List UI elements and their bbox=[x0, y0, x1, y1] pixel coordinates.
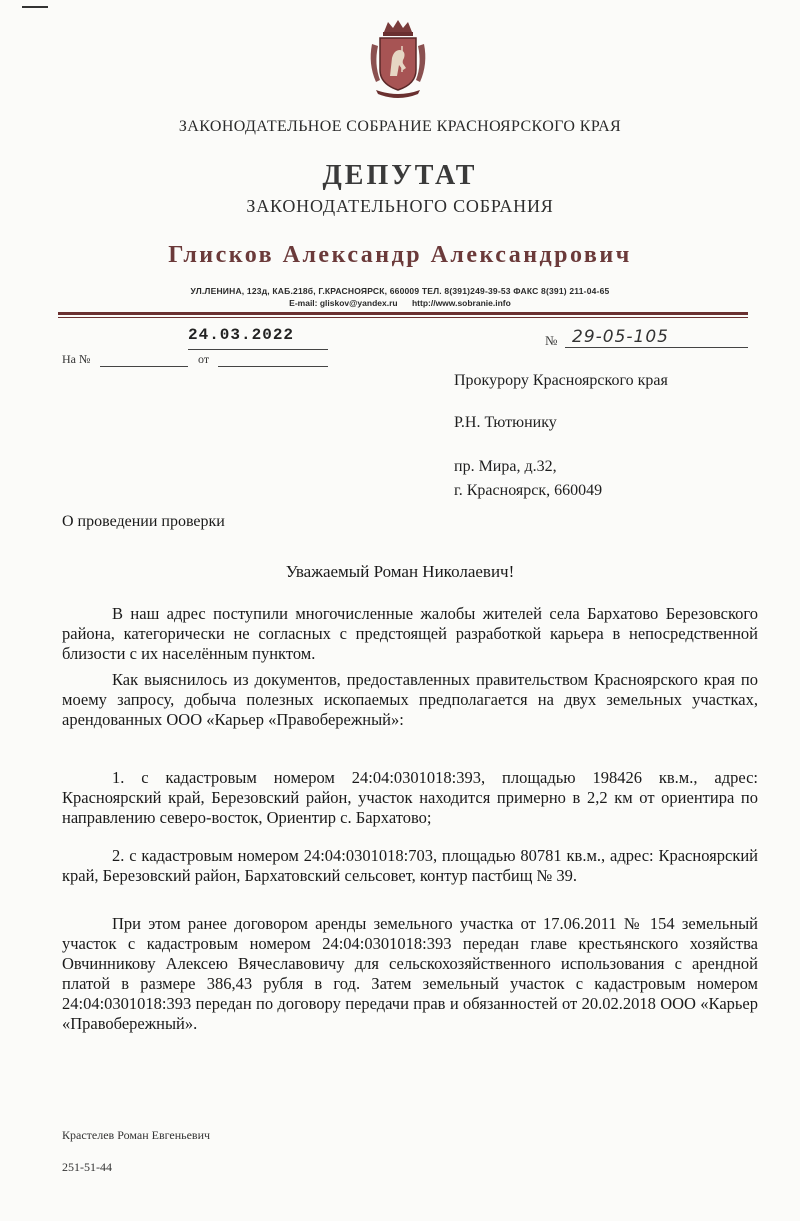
krasnoyarsk-coat-of-arms-icon bbox=[366, 18, 430, 100]
deputy-name: Глисков Александр Александрович bbox=[168, 242, 632, 268]
office-address: УЛ.ЛЕНИНА, 123д, КАБ.218б, Г.КРАСНОЯРСК, 660009 ТЕЛ. 8(391)249-39-53 ФАКС 8(391) 211-04-65 bbox=[190, 286, 610, 296]
email-text: E-mail: gliskov@yandex.ru bbox=[289, 298, 398, 308]
website-link[interactable]: http://www.sobranie.info bbox=[411, 298, 511, 308]
executor-name: Крастелев Роман Евгеньевич bbox=[62, 1128, 211, 1142]
reference-date-label: от bbox=[198, 352, 210, 366]
outgoing-number-line bbox=[565, 347, 748, 348]
header-rule-thin bbox=[58, 317, 748, 318]
paragraph bbox=[62, 670, 758, 730]
paragraph bbox=[62, 604, 758, 664]
organization-name: ЗАКОНОДАТЕЛЬНОЕ СОБРАНИЕ КРАСНОЯРСКОГО КРАЯ bbox=[178, 118, 622, 135]
paragraph-text: Как выяснилось из документов, предоставленных правительством Красноярского края по моему запросу, добыча полезных ископаемых предполагается на двух земельных участках, арендованных ООО «Карьер «Правобережный»: bbox=[62, 670, 758, 729]
paragraph-text: 1. с кадастровым номером 24:04:0301018:393, площадью 198426 кв.м., адрес: Красноярский край, Березовский район, участок находится примерно в 2,2 км от ориентира по направлению северо-восток, Ориентир с. Бархатово; bbox=[62, 768, 758, 827]
paragraph bbox=[62, 846, 758, 886]
contacts-line bbox=[0, 298, 800, 308]
header-rule-thick bbox=[58, 312, 748, 315]
outgoing-number: 29-05-105 bbox=[572, 327, 669, 347]
paragraph bbox=[62, 914, 758, 1034]
addressee-line-1: Прокурору Красноярского края bbox=[454, 372, 668, 389]
deputy-subtitle: ЗАКОНОДАТЕЛЬНОГО СОБРАНИЯ bbox=[246, 196, 554, 216]
reference-number-label: На № bbox=[62, 352, 91, 366]
reference-number-line bbox=[100, 366, 188, 367]
paragraph-text: При этом ранее договором аренды земельного участка от 17.06.2011 № 154 земельный участок с кадастровым номером 24:04:0301018:393 передан главе крестьянского хозяйства Овчинникову Алексею Вячеславовичу для сельскохозяйственного использования с арендной платой в размере 386,43 рубля в год. Затем земельный участок с кадастровым номером 24:04:0301018:393 передан по договору передачи прав и обязанностей от 20.02.2018 ООО «Карьер «Правобережный». bbox=[62, 914, 758, 1033]
addressee-line-3: пр. Мира, д.32, bbox=[454, 458, 557, 475]
reference-date-line bbox=[218, 366, 328, 367]
date-line bbox=[188, 349, 328, 350]
paragraph-text: В наш адрес поступили многочисленные жалобы жителей села Бархатово Березовского района, категорически не согласных с предстоящей разработкой карьера в непосредственной близости с их населённым пунктом. bbox=[62, 604, 758, 663]
outgoing-number-label: № bbox=[545, 333, 558, 348]
addressee-line-4: г. Красноярск, 660049 bbox=[454, 482, 603, 499]
addressee-line-2: Р.Н. Тютюнику bbox=[454, 414, 557, 431]
corner-mark bbox=[22, 6, 48, 8]
paragraph-text: 2. с кадастровым номером 24:04:0301018:703, площадью 80781 кв.м., адрес: Красноярский край, Березовский район, Бархатовский сельсовет, контур пастбищ № 39. bbox=[62, 846, 758, 885]
deputy-title: ДЕПУТАТ bbox=[322, 160, 478, 191]
salutation: Уважаемый Роман Николаевич! bbox=[285, 562, 515, 581]
paragraph bbox=[62, 768, 758, 828]
date-stamp: 24.03.2022 bbox=[188, 326, 295, 344]
letter-subject: О проведении проверки bbox=[62, 513, 225, 530]
executor-phone: 251-51-44 bbox=[62, 1160, 112, 1174]
